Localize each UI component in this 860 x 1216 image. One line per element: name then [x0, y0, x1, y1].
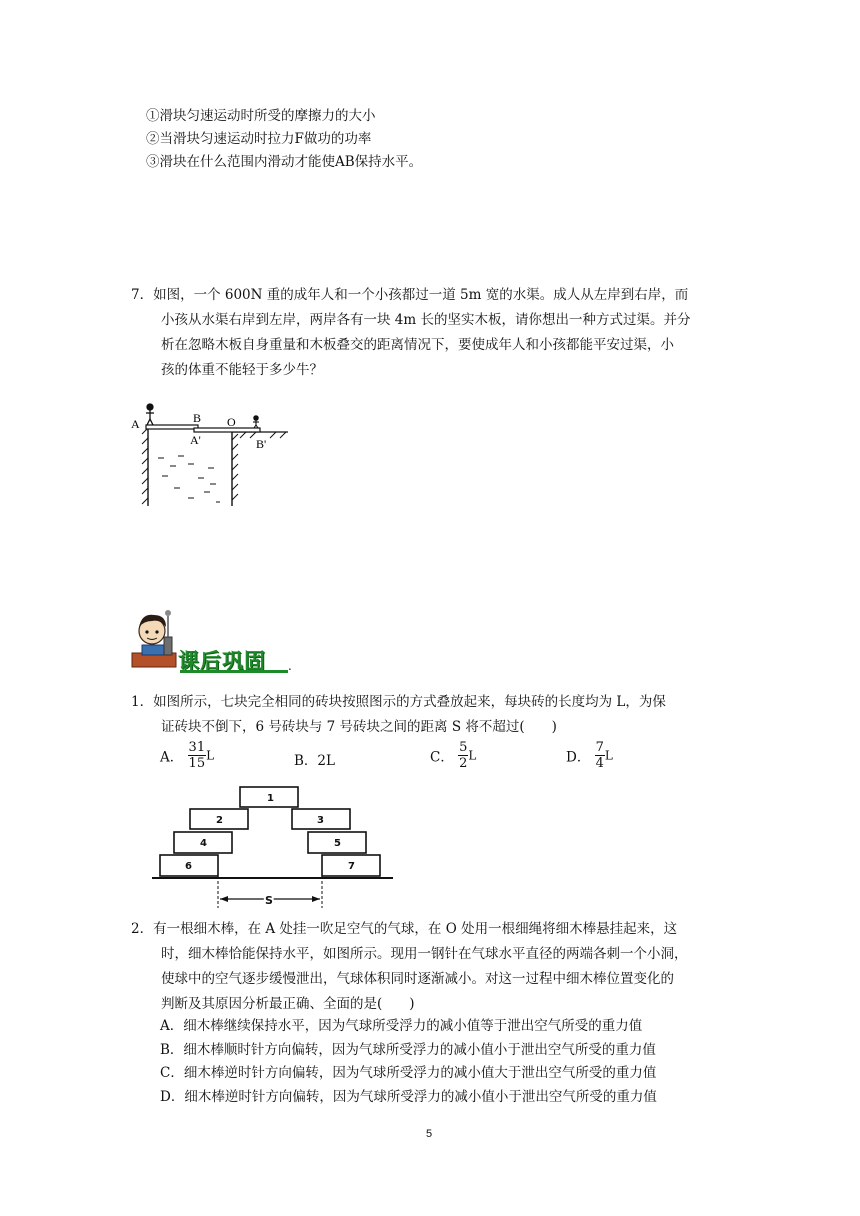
- fraction-denominator: 15: [188, 756, 206, 771]
- option-c[interactable]: C．细木棒逆时针方向偏转，因为气球所受浮力的减小值大于泄出空气所受的重力值: [160, 1065, 657, 1081]
- label-b-prime: B': [256, 437, 267, 451]
- fraction-numerator: 5: [459, 740, 468, 755]
- question-1-line: 证砖块不倒下，6 号砖块与 7 号砖块之间的距离 S 将不超过( ): [161, 719, 557, 735]
- sub-item-2: ②当滑块匀速运动时拉力F做功的功率: [146, 131, 372, 147]
- question-2-line: 2．有一根细木棒，在 A 处挂一吹足空气的气球，在 O 处用一根细绳将细木棒悬挂起来，这: [131, 921, 678, 937]
- page-number: 5: [426, 1128, 433, 1140]
- question-2-text: [131, 917, 751, 1017]
- student-icon: [130, 607, 180, 669]
- option-d[interactable]: D．细木棒逆时针方向偏转，因为气球所受浮力的减小值小于泄出空气所受的重力值: [160, 1088, 657, 1105]
- fraction-denominator: 2: [459, 756, 468, 771]
- option-unit: L: [468, 748, 477, 763]
- section-underline: [180, 670, 288, 673]
- label-o: O: [227, 415, 236, 429]
- question-7-line: 7．如图，一个 600N 重的成年人和一个小孩都过一道 5m 宽的水渠。成人从左岸到右岸，而: [131, 287, 689, 303]
- left-bank-hatch: [142, 428, 148, 504]
- s-arrow-right: [312, 896, 320, 902]
- question-2-options: [160, 1015, 657, 1109]
- question-1-line: 1．如图所示，七块完全相同的砖块按照图示的方式叠放起来，每块砖的长度均为 L，为保: [131, 694, 666, 710]
- option-unit: L: [604, 748, 613, 763]
- fraction-denominator: 4: [595, 756, 604, 771]
- child-figure: [253, 416, 259, 428]
- option-letter: B．: [294, 753, 318, 769]
- brick-label-2: 2: [216, 815, 223, 826]
- label-b: B: [193, 411, 202, 425]
- brick-label-1: 1: [267, 793, 274, 804]
- brick-label-4: 4: [200, 838, 207, 849]
- right-bank-hatch: [232, 434, 238, 500]
- option-a[interactable]: A．细木棒继续保持水平，因为气球所受浮力的减小值等于泄出空气所受的重力值: [160, 1018, 643, 1034]
- question-2-line: 时，细木棒恰能保持水平，如图所示。现用一钢针在气球水平直径的两端各刺一个小洞，: [161, 946, 688, 962]
- brick-label-3: 3: [317, 815, 324, 826]
- s-arrow-left: [220, 896, 228, 902]
- brick-label-6: 6: [185, 861, 192, 872]
- fraction-numerator: 31: [188, 740, 206, 755]
- question-1-text: [131, 690, 751, 740]
- question-2-line: 使球中的空气逐步缓慢泄出，气球体积同时逐渐减小。对这一过程中细木棒位置变化的: [161, 971, 674, 987]
- sub-item-1: ①滑块匀速运动时所受的摩擦力的大小: [146, 108, 376, 124]
- label-a-prime: A': [190, 433, 201, 447]
- option-b[interactable]: [294, 749, 335, 769]
- plank-upper: [146, 425, 198, 429]
- section-dot: .: [288, 659, 292, 673]
- canal-figure: [128, 398, 298, 510]
- label-a: A: [131, 417, 140, 431]
- question-7-text: [131, 283, 751, 383]
- s-label: S: [265, 894, 273, 907]
- option-d[interactable]: [566, 741, 613, 770]
- question-7-line: 小孩从水渠右岸到左岸，两岸各有一块 4m 长的坚实木板，请你想出一种方式过渠。并分: [161, 312, 691, 328]
- fraction-numerator: 7: [595, 740, 604, 755]
- brick-label-5: 5: [334, 838, 341, 849]
- section-title: 课后巩固: [178, 649, 266, 673]
- sub-item-3: ③滑块在什么范围内滑动才能使AB保持水平。: [146, 154, 423, 170]
- option-value: 2L: [317, 753, 335, 769]
- brick-label-7: 7: [348, 861, 355, 872]
- option-letter: C．: [430, 749, 454, 766]
- brick-stack-figure: [150, 784, 395, 910]
- option-a[interactable]: [160, 741, 214, 770]
- adult-figure: [146, 404, 154, 425]
- option-letter: A．: [160, 749, 184, 766]
- section-banner: [130, 607, 290, 671]
- option-unit: L: [206, 748, 215, 763]
- option-letter: D．: [566, 749, 591, 766]
- question-7-line: 析在忽略木板自身重量和木板叠交的距离情况下，要使成年人和小孩都能平安过渠，小: [161, 337, 674, 353]
- question-2-line: 判断及其原因分析最正确、全面的是( ): [161, 996, 415, 1012]
- option-b[interactable]: B．细木棒顺时针方向偏转，因为气球所受浮力的减小值小于泄出空气所受的重力值: [160, 1041, 656, 1058]
- question-7-line: 孩的体重不能轻于多少牛？: [161, 362, 323, 378]
- option-c[interactable]: [430, 741, 476, 770]
- water-marks: [158, 456, 220, 502]
